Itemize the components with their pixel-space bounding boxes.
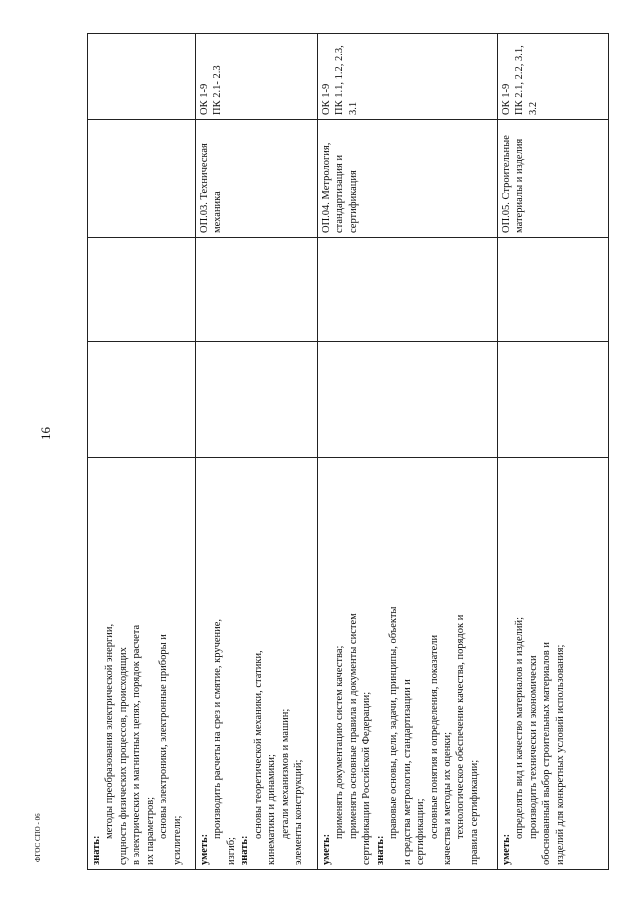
requirements-cell (318, 458, 498, 870)
requirement-line: основные понятия и определения, показатели (428, 634, 440, 839)
hours-max-cell (498, 342, 609, 458)
requirement-line: производить технически и экономически (527, 655, 539, 839)
requirement-heading: уметь: (321, 833, 332, 865)
competencies-cell (88, 34, 196, 120)
discipline-cell (498, 120, 609, 238)
requirement-line: их параметров; (144, 796, 156, 865)
competencies-cell (498, 34, 609, 120)
hours-class-cell (196, 238, 318, 342)
requirement-line: технологическое обеспечение качества, порядок и (455, 614, 467, 839)
rotated-table-container (87, 34, 608, 870)
requirement-line: изделий для конкретных условий использования; (554, 644, 566, 865)
competency-code: 3.2 (527, 101, 539, 115)
table-row (498, 34, 609, 870)
requirement-line: правила сертификации; (468, 759, 480, 865)
competency-code: ОК 1-9 (199, 83, 210, 115)
requirement-line: методы преобразования электрической энергии, (104, 623, 116, 839)
requirements-cell (498, 458, 609, 870)
hours-class-cell (88, 238, 196, 342)
requirement-heading: знать: (374, 835, 386, 865)
hours-max-cell (196, 342, 318, 458)
requirement-line: детали механизмов и машин; (279, 708, 291, 839)
requirement-line: применять основные правила и документы систем (347, 613, 359, 839)
hours-class-cell (318, 238, 498, 342)
requirement-line: производить расчеты на срез и смятие, кручение, (212, 618, 224, 839)
requirement-line: изгиб; (225, 837, 237, 865)
competencies-cell (318, 34, 498, 120)
requirement-line: обоснованный выбор строительных материалов и (541, 642, 553, 865)
table-row (318, 34, 498, 870)
requirement-line: в электрических и магнитных цепях, порядок расчета (131, 624, 143, 865)
table-row (88, 34, 196, 870)
requirement-line: определять вид и качество материалов и изделий; (514, 616, 526, 839)
requirement-line: сертификации Российской Федерации; (361, 691, 373, 865)
discipline-cell (88, 120, 196, 238)
competency-code: ПК 2.1, 2.2, 3.1, (514, 45, 526, 115)
requirement-line: кинематики и динамики; (266, 754, 278, 865)
competencies-cell (196, 34, 318, 120)
discipline-cell (196, 120, 318, 238)
requirement-line: сущность физических процессов, происходящих (117, 647, 129, 865)
requirement-heading: уметь: (501, 833, 512, 865)
requirements-cell (196, 458, 318, 870)
competency-code: ОК 1-9 (501, 83, 512, 115)
requirements-cell (88, 458, 196, 870)
requirement-line: основы электроники, электронные приборы и (158, 634, 170, 839)
footer-code: ФГОС СПО - 06 (34, 813, 42, 862)
competency-code: ОК 1-9 (321, 83, 332, 115)
requirement-line: элементы конструкций; (293, 759, 305, 865)
requirement-line: сертификации; (415, 798, 427, 865)
discipline-cell (318, 120, 498, 238)
discipline-name: ОП.03. Техническая механика (199, 143, 224, 233)
requirement-heading: знать: (239, 835, 251, 865)
hours-max-cell (318, 342, 498, 458)
requirement-line: и средства метрологии, стандартизации и (401, 679, 413, 865)
curriculum-table (87, 33, 609, 870)
requirement-line: качества и методы их оценки; (441, 732, 453, 865)
hours-class-cell (498, 238, 609, 342)
requirement-line: основы теоретической механики, статики, (252, 650, 264, 839)
competency-code: 3.1 (347, 101, 359, 115)
discipline-name: ОП.05. Строительные материалы и изделия (501, 135, 526, 233)
requirement-line: усилители; (171, 815, 183, 865)
discipline-name: ОП.04. Метрология, стандартизация и сертификация (321, 142, 359, 233)
requirement-heading: уметь: (199, 833, 210, 865)
competency-code: ПК 1.1, 1.2, 2.3, (334, 45, 346, 115)
competency-code: ПК 2.1- 2.3 (212, 65, 224, 115)
hours-max-cell (88, 342, 196, 458)
requirement-line: применять документацию систем качества; (334, 645, 346, 839)
requirement-line: правовые основы, цели, задачи, принципы, объекты (388, 606, 400, 839)
requirement-heading: знать: (91, 835, 102, 865)
table-row (196, 34, 318, 870)
page-number: 16 (38, 427, 53, 440)
